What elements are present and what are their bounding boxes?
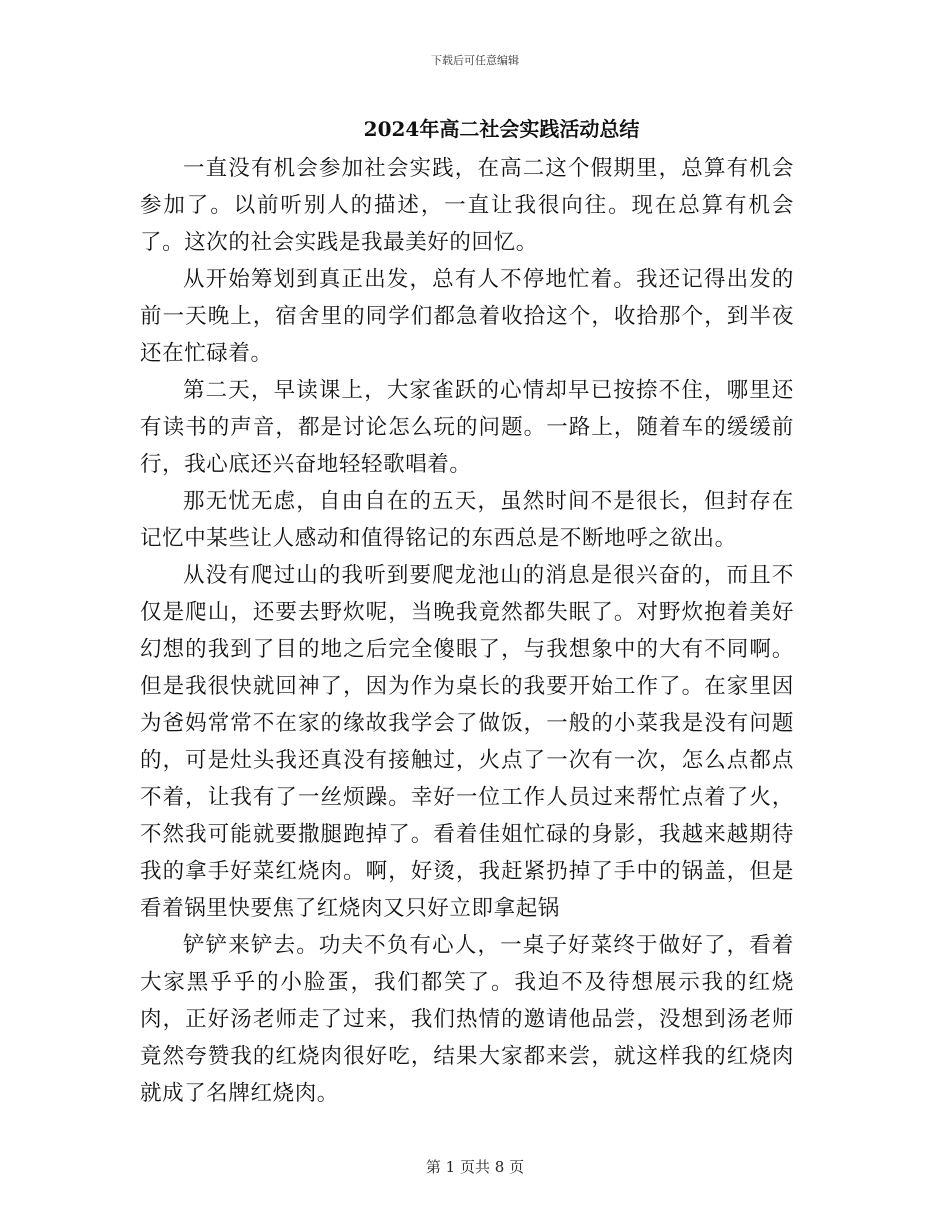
page-number: 第 1 页共 8 页	[425, 1158, 525, 1176]
paragraph: 铲铲来铲去。功夫不负有心人，一桌子好菜终于做好了，看着大家黑乎乎的小脸蛋，我们都笑了。我迫不及待想展示我的红烧肉，正好汤老师走了过来，我们热情的邀请他品尝，没想到汤老师竟然夸赞我的红烧肉很好吃，结果大家都来尝，就这样我的红烧肉就成了名牌红烧肉。	[140, 933, 794, 1106]
paragraph: 那无忧无虑，自由自在的五天，虽然时间不是很长，但封存在记忆中某些让人感动和值得铭记的东西总是不断地呼之欲出。	[140, 489, 794, 551]
paragraph: 第二天，早读课上，大家雀跃的心情却早已按捺不住，哪里还有读书的声音，都是讨论怎么玩的问题。一路上，随着车的缓缓前行，我心底还兴奋地轻轻歌唱着。	[140, 378, 794, 477]
paragraph: 从没有爬过山的我听到要爬龙池山的消息是很兴奋的，而且不仅是爬山，还要去野炊呢，当晚我竟然都失眠了。对野炊抱着美好幻想的我到了目的地之后完全傻眼了，与我想象中的大有不同啊。但是我很快就回神了，因为作为桌长的我要开始工作了。在家里因为爸妈常常不在家的缘故我学会了做饭，一般的小菜我是没有问题的，可是灶头我还真没有接触过，火点了一次有一次，怎么点都点不着，让我有了一丝烦躁。幸好一位工作人员过来帮忙点着了火，不然我可能就要撒腿跑掉了。看着佳姐忙碌的身影，我越来越期待我的拿手好菜红烧肉。啊，好烫，我赶紧扔掉了手中的锅盖，但是看着锅里快要焦了红烧肉又只好立即拿起锅	[140, 563, 794, 921]
document-body	[140, 150, 794, 1112]
document-title: 2024年高二社会实践活动总结	[363, 117, 640, 141]
paragraph: 一直没有机会参加社会实践，在高二这个假期里，总算有机会参加了。以前听别人的描述，一直让我很向往。现在总算有机会了。这次的社会实践是我最美好的回忆。	[140, 156, 794, 255]
paragraph: 从开始筹划到真正出发，总有人不停地忙着。我还记得出发的前一天晚上，宿舍里的同学们都急着收拾这个，收拾那个，到半夜还在忙碌着。	[140, 267, 794, 366]
header-note: 下载后可任意编辑	[431, 54, 519, 67]
